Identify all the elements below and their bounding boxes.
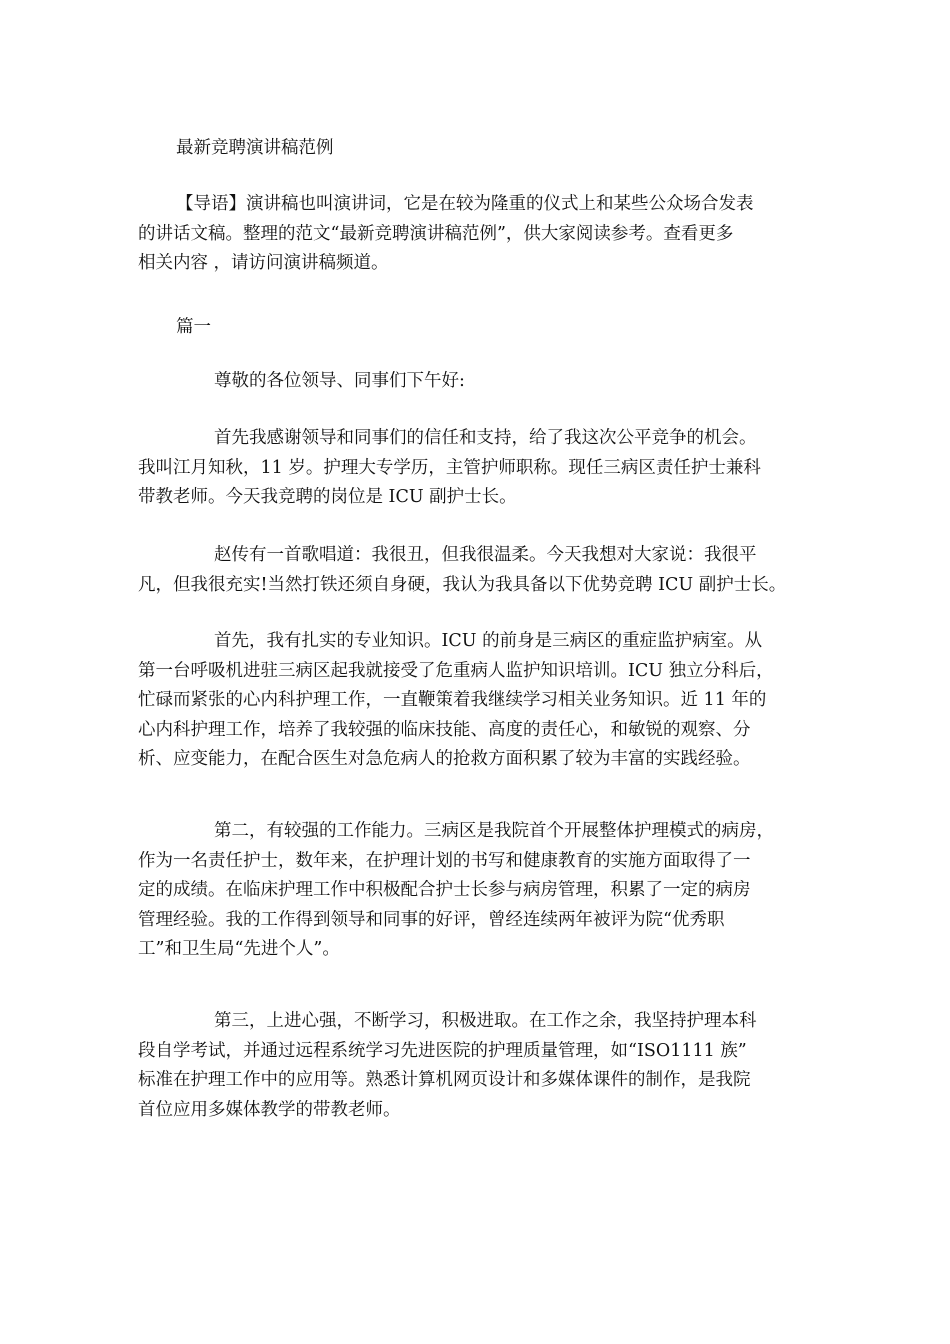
- paragraph-line: 凡，但我很充实!当然打铁还须自身硬，我认为我具备以下优势竞聘 ICU 副护士长。: [138, 574, 787, 595]
- intro-line: 相关内容 ，请访问演讲稿频道。: [138, 253, 389, 274]
- intro-line: 的讲话文稿。整理的范文“最新竞聘演讲稿范例”，供大家阅读参考。查看更多: [138, 223, 734, 244]
- body-paragraph-4: [138, 817, 838, 965]
- paragraph-line: 带教老师。今天我竞聘的岗位是 ICU 副护士长。: [138, 487, 517, 508]
- intro-line: 【导语】演讲稿也叫演讲词，它是在较为隆重的仪式上和某些公众场合发表: [176, 194, 754, 214]
- paragraph-line: 首先我感谢领导和同事们的信任和支持，给了我这次公平竞争的机会。: [214, 428, 757, 448]
- body-paragraph-2: [138, 541, 838, 600]
- greeting: 尊敬的各位领导、同事们下午好:: [214, 371, 465, 391]
- document-title: 最新竞聘演讲稿范例: [176, 138, 334, 158]
- paragraph-line: 赵传有一首歌唱道：我很丑，但我很温柔。今天我想对大家说：我很平: [214, 545, 757, 565]
- paragraph-line: 段自学考试，并通过远程系统学习先进医院的护理质量管理，如“ISO1111 族”: [138, 1040, 747, 1061]
- paragraph-line: 定的成绩。在临床护理工作中积极配合护士长参与病房管理，积累了一定的病房: [138, 880, 751, 901]
- paragraph-line: 首位应用多媒体教学的带教老师。: [138, 1099, 401, 1120]
- paragraph-line: 第三，上进心强，不断学习，积极进取。在工作之余，我坚持护理本科: [214, 1011, 757, 1031]
- paragraph-line: 析、应变能力，在配合医生对急危病人的抢救方面积累了较为丰富的实践经验。: [138, 749, 751, 770]
- paragraph-line: 首先，我有扎实的专业知识。ICU 的前身是三病区的重症监护病室。从: [214, 631, 763, 651]
- paragraph-line: 标准在护理工作中的应用等。熟悉计算机网页设计和多媒体课件的制作，是我院: [138, 1070, 751, 1091]
- paragraph-line: 作为一名责任护士，数年来，在护理计划的书写和健康教育的实施方面取得了一: [138, 850, 751, 871]
- paragraph-line: 我叫江月知秋，11 岁。护理大专学历，主管护师职称。现任三病区责任护士兼科: [138, 457, 761, 478]
- paragraph-line: 管理经验。我的工作得到领导和同事的好评，曾经连续两年被评为院“优秀职: [138, 909, 725, 930]
- intro-paragraph: [138, 190, 838, 279]
- paragraph-line: 第一台呼吸机进驻三病区起我就接受了危重病人监护知识培训。ICU 独立分科后，: [138, 660, 774, 681]
- paragraph-line: 忙碌而紧张的心内科护理工作，一直鞭策着我继续学习相关业务知识。近 11 年的: [138, 690, 767, 711]
- body-paragraph-1: [138, 424, 838, 513]
- paragraph-line: 心内科护理工作，培养了我较强的临床技能、高度的责任心，和敏锐的观察、分: [138, 719, 751, 740]
- body-paragraph-5: [138, 1007, 838, 1125]
- paragraph-line: 第二，有较强的工作能力。三病区是我院首个开展整体护理模式的病房，: [214, 821, 774, 841]
- body-paragraph-3: [138, 627, 838, 775]
- paragraph-line: 工”和卫生局“先进个人”。: [138, 939, 340, 960]
- section-heading: 篇一: [176, 317, 211, 337]
